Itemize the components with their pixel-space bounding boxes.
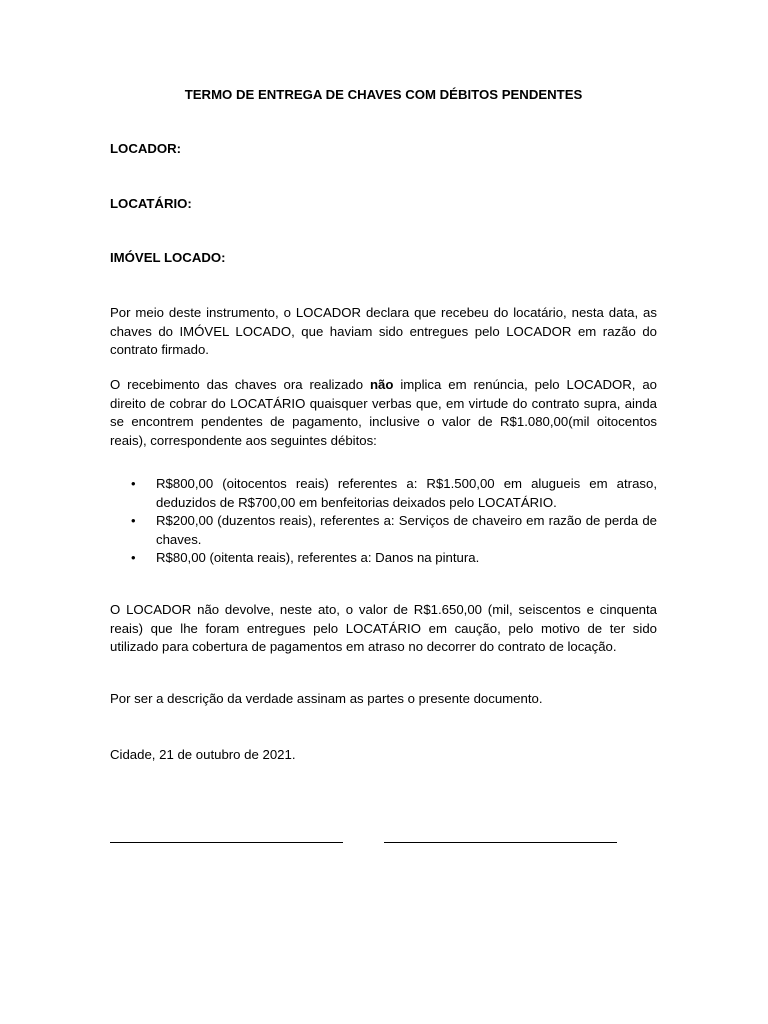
- paragraph-no-waiver: [110, 376, 657, 450]
- paragraph-deposit: O LOCADOR não devolve, neste ato, o valor de R$1.650,00 (mil, seiscentos e cinquenta reais) que lhe foram entregues pelo LOCATÁRIO em caução, pelo motivo de ter sido utilizado para cobertura de pagamentos em atraso no decorrer do contrato de locação.: [110, 602, 657, 654]
- document-title: TERMO DE ENTREGA DE CHAVES COM DÉBITOS PENDENTES: [184, 87, 583, 102]
- signature-line-left: [110, 842, 343, 843]
- date-line: Cidade, 21 de outubro de 2021.: [110, 747, 296, 762]
- paragraph-no-waiver-start: O recebimento das chaves ora realizado: [110, 377, 370, 392]
- paragraph-signature-statement: Por ser a descrição da verdade assinam as partes o presente documento.: [110, 691, 543, 706]
- debits-list: [110, 475, 657, 568]
- bullet-icon: •: [131, 550, 136, 565]
- imovel-locado-field: IMÓVEL LOCADO:: [110, 250, 226, 265]
- paragraph-receipt: Por meio deste instrumento, o LOCADOR declara que recebeu do locatário, nesta data, as chaves do IMÓVEL LOCADO, que haviam sido entregues pelo LOCADOR em razão do contrato firmado.: [110, 305, 657, 357]
- bullet-icon: •: [131, 476, 136, 491]
- list-item: [110, 512, 657, 549]
- locatario-field: LOCATÁRIO:: [110, 196, 192, 211]
- paragraph-no-waiver-bold: não: [369, 377, 394, 392]
- debit-text: R$80,00 (oitenta reais), referentes a: Danos na pintura.: [156, 550, 480, 565]
- list-item: [110, 549, 657, 568]
- paragraph-no-waiver-end: implica em renúncia, pelo LOCADOR, ao direito de cobrar do LOCATÁRIO quaisquer verbas que, em virtude do contrato supra, ainda se encontrem pendentes de pagamento, inclusive o valor de R$1.080,00(mil oitocentos reais), correspondente aos seguintes débitos:: [110, 377, 657, 448]
- list-item: [110, 475, 657, 512]
- debit-text: R$200,00 (duzentos reais), referentes a: Serviços de chaveiro em razão de perda de chaves.: [156, 513, 657, 547]
- bullet-icon: •: [131, 513, 136, 528]
- debit-text: R$800,00 (oitocentos reais) referentes a: R$1.500,00 em alugueis em atraso, deduzidos de R$700,00 em benfeitorias deixados pelo LOCATÁRIO.: [156, 476, 657, 510]
- locador-field: LOCADOR:: [110, 141, 182, 156]
- signature-line-right: [384, 842, 617, 843]
